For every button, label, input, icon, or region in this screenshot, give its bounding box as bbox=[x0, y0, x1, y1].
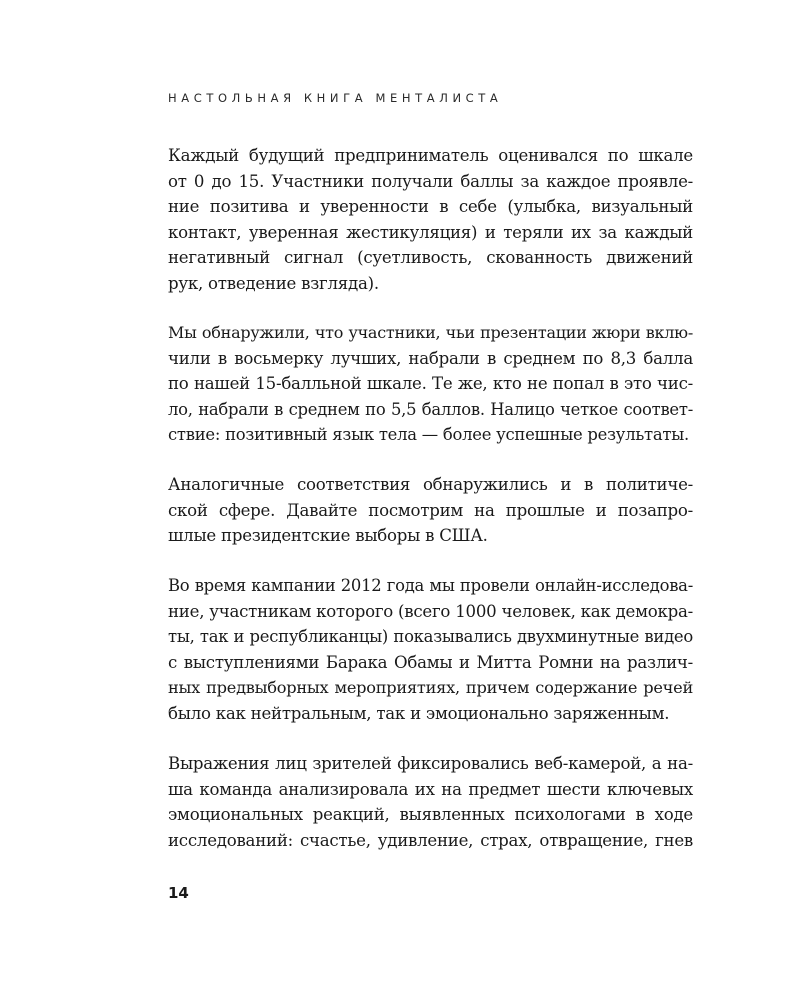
paragraph-line: чили в восьмерку лучших, набрали в среднем по 8,3 балла bbox=[168, 348, 693, 368]
paragraph-line: шлые президентские выборы в США. bbox=[168, 526, 488, 545]
paragraph-line: по нашей 15-балльной шкале. Те же, кто не попал в это чис- bbox=[168, 374, 693, 393]
paragraph-line: Каждый будущий предприниматель оценивался по шкале bbox=[168, 146, 693, 165]
paragraph-line: Во время кампании 2012 года мы провели онлайн-исследова- bbox=[168, 576, 693, 595]
paragraph-line: с выступлениями Барака Обамы и Митта Ромни на различ- bbox=[168, 652, 693, 672]
running-head-title: НАСТОЛЬНАЯ КНИГА МЕНТАЛИСТА bbox=[168, 91, 503, 105]
paragraph-line: ствие: позитивный язык тела — более успешные результаты. bbox=[168, 425, 689, 444]
paragraph-2 bbox=[168, 320, 693, 448]
paragraph-line: ло, набрали в среднем по 5,5 баллов. Налицо четкое соответ- bbox=[168, 399, 693, 419]
paragraph-line: было как нейтральным, так и эмоционально заряженным. bbox=[168, 703, 670, 723]
paragraph-line: ных предвыборных мероприятиях, причем содержание речей bbox=[168, 678, 693, 697]
paragraph-line: ской сфере. Давайте посмотрим на прошлые и позапро- bbox=[168, 500, 693, 520]
paragraph-line: Выражения лиц зрителей фиксировались веб-камерой, а на- bbox=[168, 754, 693, 773]
paragraph-line: ние позитива и уверенности в себе (улыбка, визуальный bbox=[168, 197, 693, 216]
paragraph-1 bbox=[168, 143, 693, 296]
paragraph-line: ты, так и республиканцы) показывались двухминутные видео bbox=[168, 627, 693, 646]
paragraph-line: от 0 до 15. Участники получали баллы за каждое проявле- bbox=[168, 171, 693, 191]
paragraph-line: ша команда анализировала их на предмет шести ключевых bbox=[168, 779, 693, 799]
paragraph-line: ние, участникам которого (всего 1000 человек, как демокра- bbox=[168, 601, 693, 621]
paragraph-line: контакт, уверенная жестикуляция) и теряли их за каждый bbox=[168, 222, 693, 242]
paragraph-line: исследований: счастье, удивление, страх, отвращение, гнев bbox=[168, 830, 693, 850]
paragraph-line: рук, отведение взгляда). bbox=[168, 273, 379, 293]
paragraph-line: негативный сигнал (суетливость, скованность движений bbox=[168, 248, 693, 267]
paragraph-line: эмоциональных реакций, выявленных психологами в ходе bbox=[168, 805, 693, 824]
paragraph-5 bbox=[168, 751, 693, 853]
paragraph-line: Аналогичные соответствия обнаружились и в политиче- bbox=[168, 475, 693, 494]
paragraph-4 bbox=[168, 573, 693, 726]
paragraph-line: Мы обнаружили, что участники, чьи презентации жюри вклю- bbox=[168, 323, 693, 342]
paragraph-3 bbox=[168, 472, 693, 549]
page-number: 14 bbox=[168, 884, 189, 902]
